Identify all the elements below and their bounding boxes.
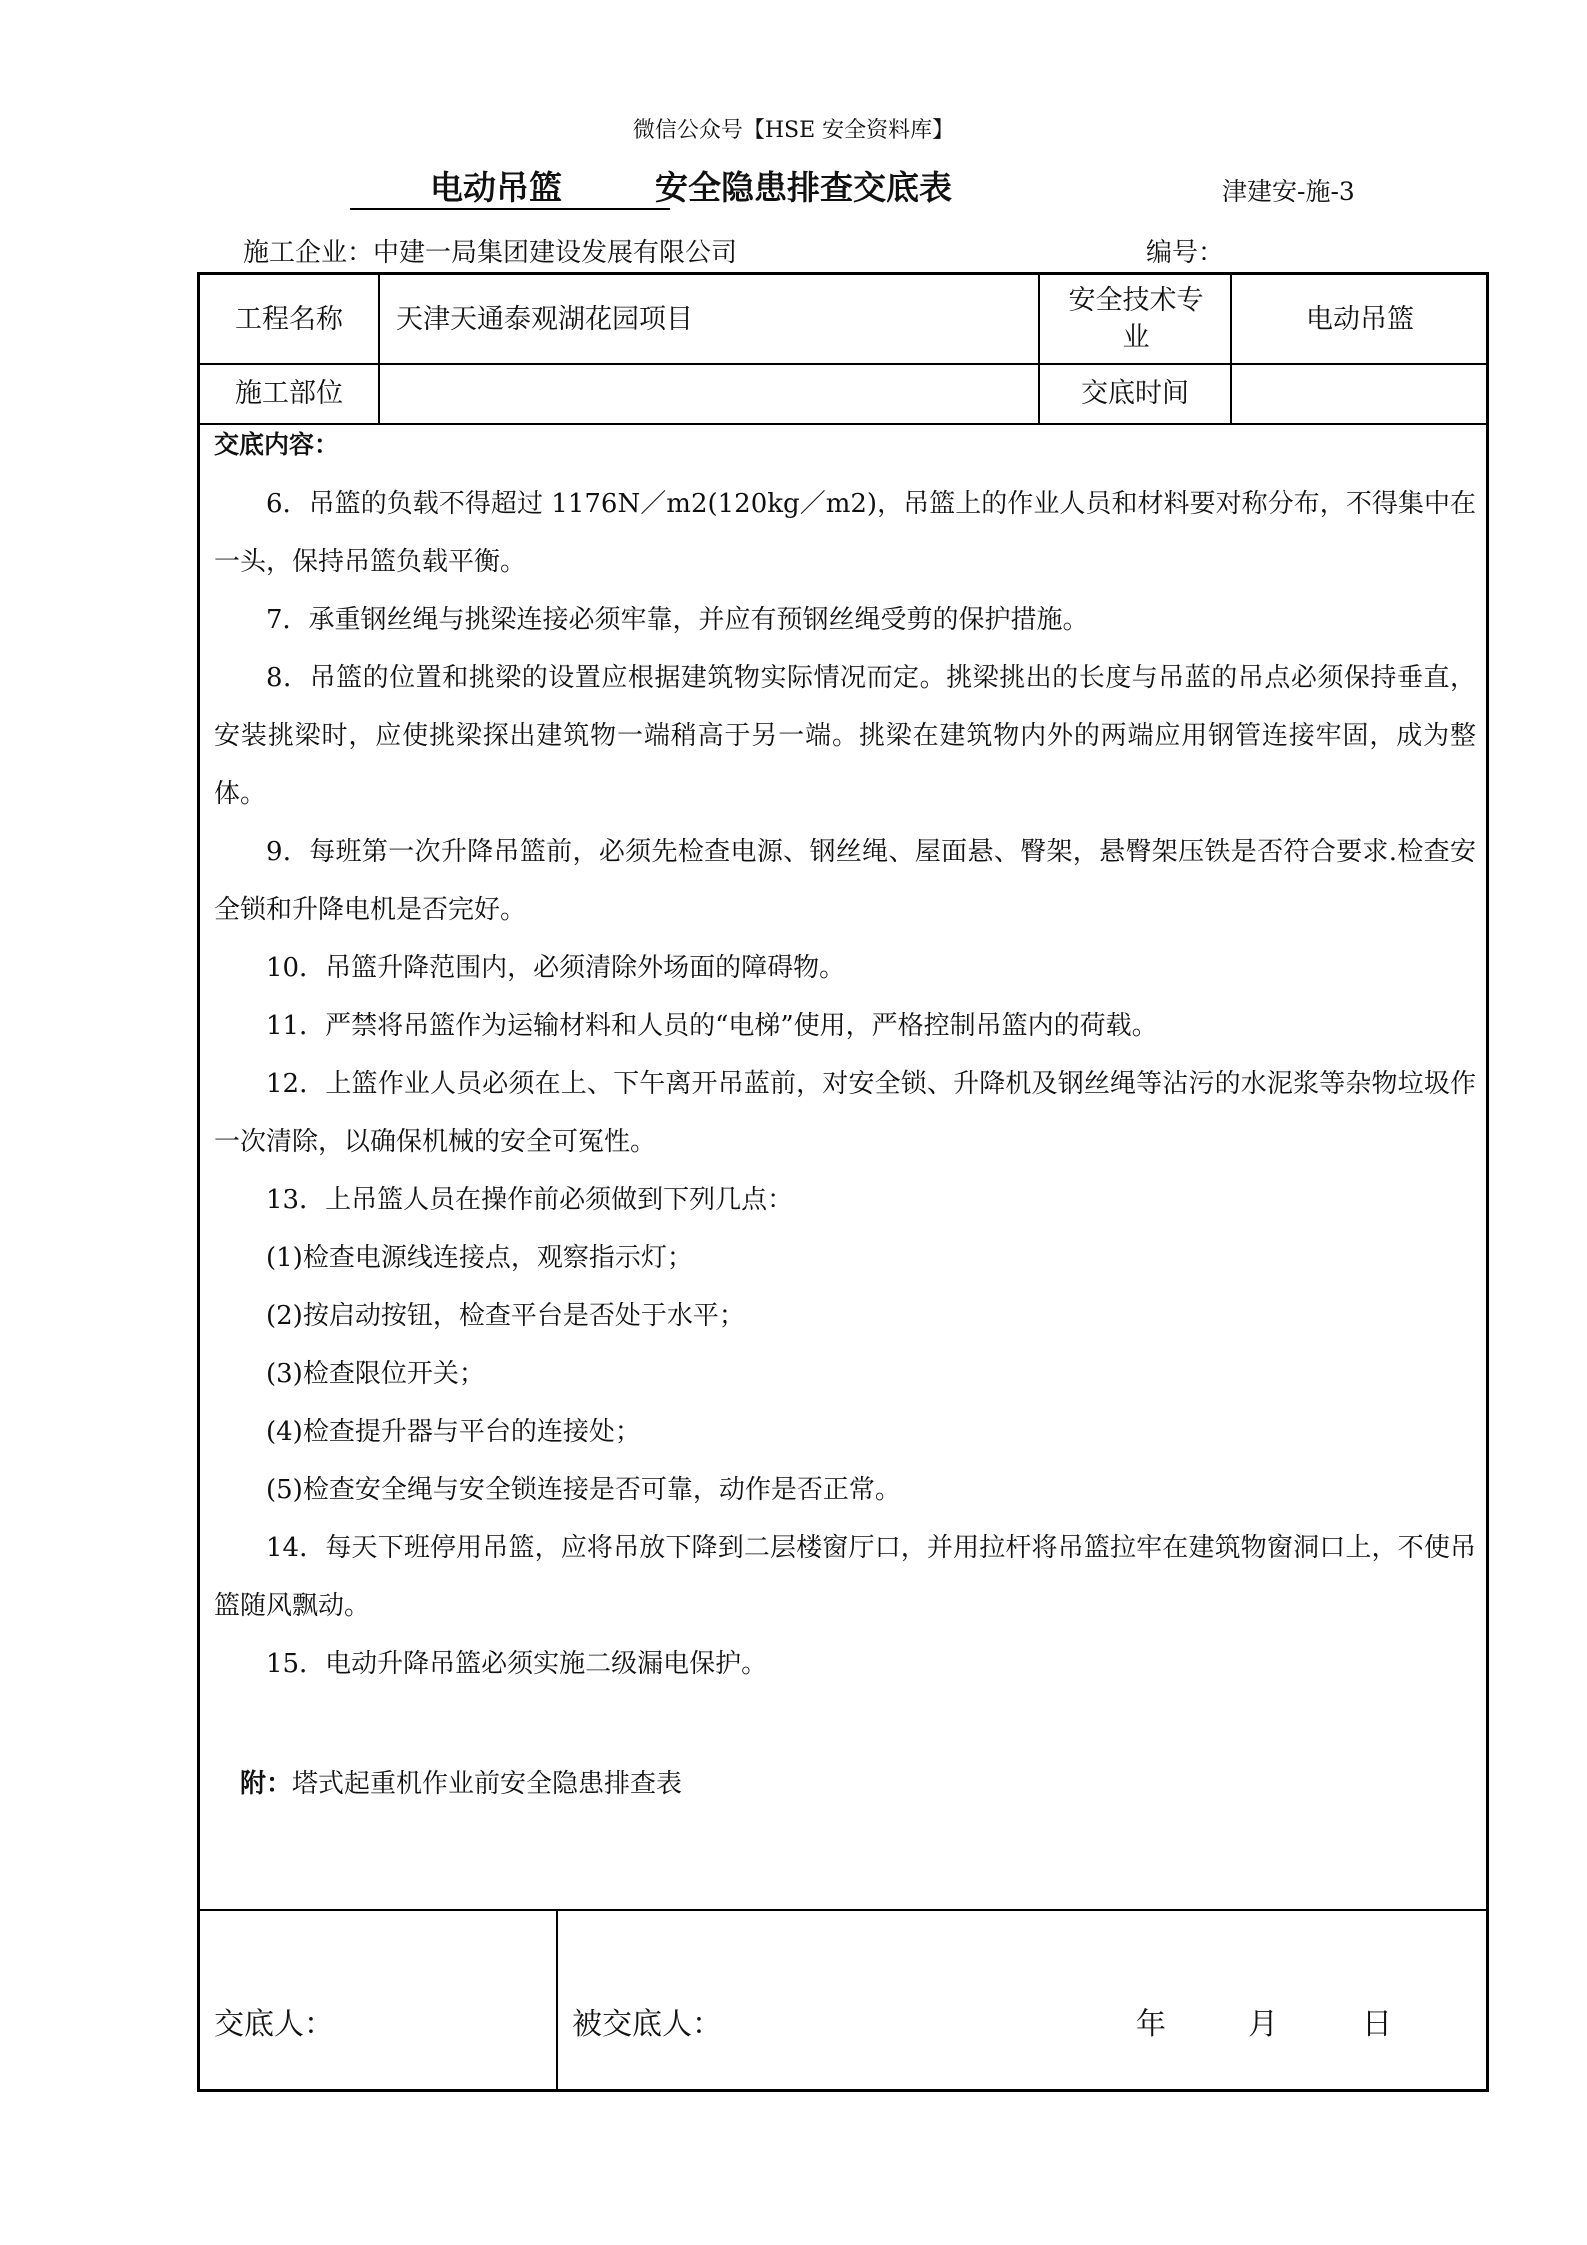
content-subitem: (5)检查安全绳与安全锁连接是否可靠，动作是否正常。 xyxy=(266,1475,901,1505)
receiver-label: 被交底人： xyxy=(572,2007,722,2042)
content-paragraph: 11．严禁将吊篮作为运输材料和人员的“电梯”使用，严格控制吊篮内的荷载。 xyxy=(266,1011,1158,1041)
number-field xyxy=(1146,232,1224,269)
company-field xyxy=(243,232,737,269)
specialty-label: 安全技术专业 xyxy=(1068,285,1204,353)
title-subject: 电动吊篮 xyxy=(430,168,562,207)
disclosure-content xyxy=(214,425,1476,1693)
time-label: 交底时间 xyxy=(1081,377,1189,409)
discloser-label: 交底人： xyxy=(214,2007,334,2042)
content-paragraph: 10．吊篮升降范围内，必须清除外场面的障碍物。 xyxy=(266,953,846,983)
col-divider xyxy=(556,1909,558,2092)
content-paragraph: 15．电动升降吊篮必须实施二级漏电保护。 xyxy=(266,1649,768,1679)
time-value xyxy=(1232,363,1488,423)
project-name-label: 工程名称 xyxy=(235,303,343,335)
location-label: 施工部位 xyxy=(235,377,343,409)
specialty-value: 电动吊篮 xyxy=(1306,303,1414,335)
attachment-label: 附： xyxy=(240,1769,293,1799)
form-code: 津建安-施-3 xyxy=(1222,177,1355,206)
date-year: 年 xyxy=(1136,2007,1166,2042)
content-subitem: (3)检查限位开关； xyxy=(266,1359,485,1389)
row-divider xyxy=(200,1909,1486,1911)
date-month: 月 xyxy=(1248,2007,1278,2042)
project-name-value: 天津天通泰观湖花园项目 xyxy=(396,303,693,335)
company-label: 施工企业： xyxy=(243,238,374,268)
company-value: 中建一局集团建设发展有限公司 xyxy=(373,238,738,268)
content-paragraph: 9．每班第一次升降吊篮前，必须先检查电源、钢丝绳、屋面悬、臀架，悬臀架压铁是否符合要求.检查安全锁和升降电机是否完好。 xyxy=(214,837,1476,925)
content-subitem: (2)按启动按钮，检查平台是否处于水平； xyxy=(266,1301,745,1331)
content-paragraph: 7．承重钢丝绳与挑梁连接必须牢靠，并应有预钢丝绳受剪的保护措施。 xyxy=(266,605,1089,635)
content-subitem: (4)检查提升器与平台的连接处； xyxy=(266,1417,641,1447)
attachment-text: 塔式起重机作业前安全隐患排查表 xyxy=(292,1769,683,1799)
content-paragraph: 14．每天下班停用吊篮，应将吊放下降到二层楼窗厅口，并用拉杆将吊篮拉牢在建筑物窗洞口上，不使吊篮随风飘动。 xyxy=(214,1533,1476,1621)
document-title: 安全隐患排查交底表 xyxy=(655,168,952,207)
date-day: 日 xyxy=(1362,2007,1392,2042)
watermark-header: 微信公众号【HSE 安全资料库】 xyxy=(632,118,955,143)
number-label: 编号： xyxy=(1146,238,1225,268)
title-row xyxy=(0,162,1587,212)
content-paragraph: 8．吊篮的位置和挑梁的设置应根据建筑物实际情况而定。挑梁挑出的长度与吊蓝的吊点必须保持垂直，安装挑梁时，应使挑梁探出建筑物一端稍高于另一端。挑梁在建筑物内外的两端应用钢管连接牢固，成为整体。 xyxy=(214,663,1476,809)
location-value xyxy=(396,363,1026,423)
disclosure-table xyxy=(197,272,1489,2092)
content-paragraph: 6．吊篮的负载不得超过 1176N／m2(120kg／m2)，吊篮上的作业人员和材料要对称分布，不得集中在一头，保持吊篮负载平衡。 xyxy=(214,489,1476,577)
content-subitem: (1)检查电源线连接点，观察指示灯； xyxy=(266,1243,693,1273)
col-divider xyxy=(378,275,380,423)
content-paragraph: 13．上吊篮人员在操作前必须做到下列几点： xyxy=(266,1185,794,1215)
content-heading: 交底内容： xyxy=(214,430,340,459)
meta-row xyxy=(0,232,1587,268)
content-paragraph: 12．上篮作业人员必须在上、下午离开吊蓝前，对安全锁、升降机及钢丝绳等沾污的水泥浆等杂物垃圾作一次清除，以确保机械的安全可冤性。 xyxy=(214,1069,1476,1157)
attachment-note xyxy=(240,1763,682,1800)
